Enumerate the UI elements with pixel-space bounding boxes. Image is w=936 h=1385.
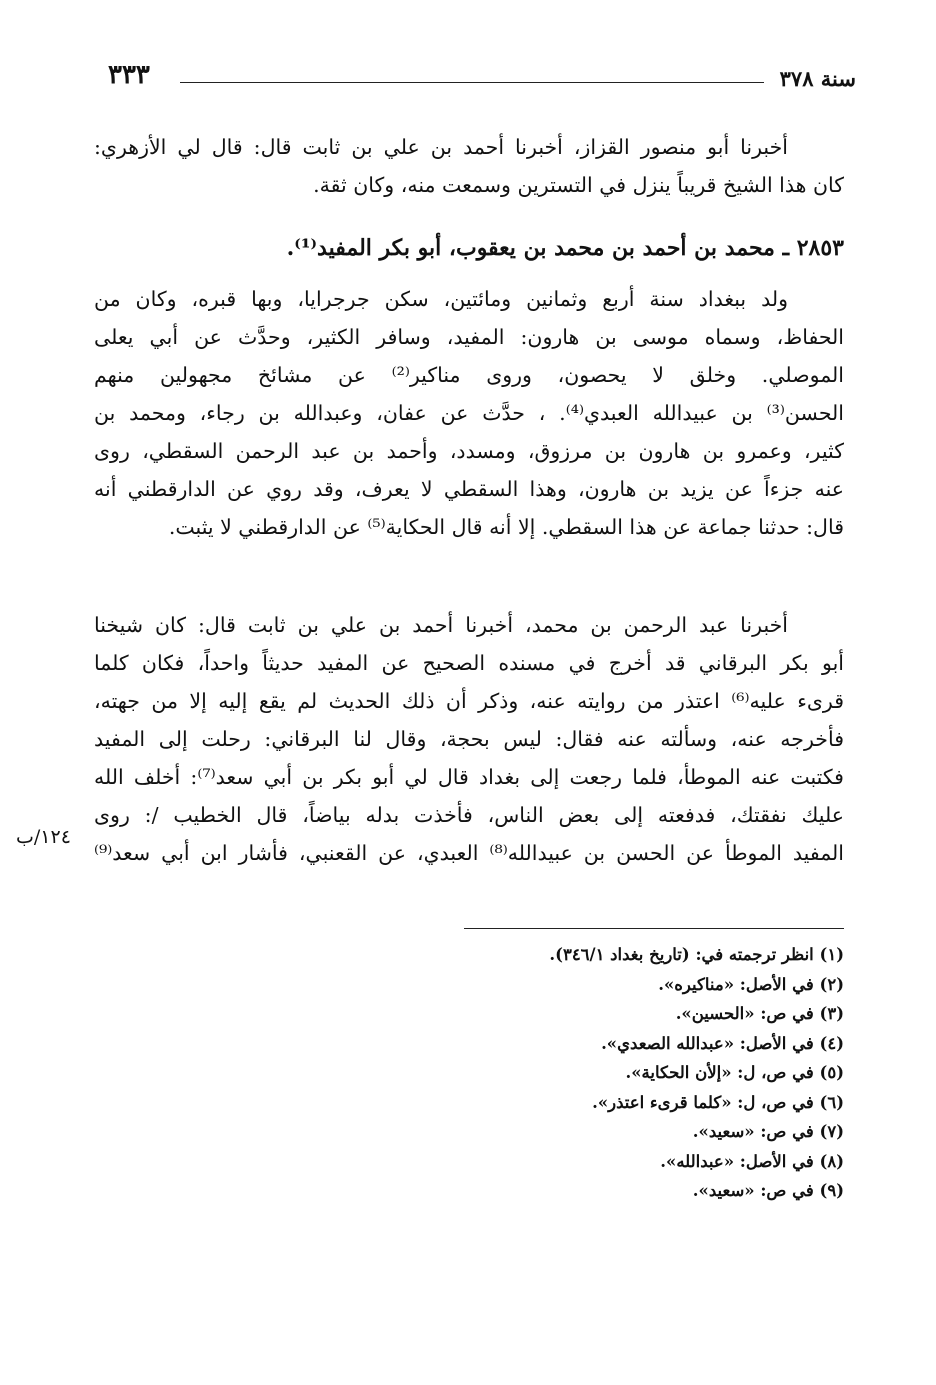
footnote: (٦) في ص، ل: «كلما قرىء اعتذر». (592, 1092, 844, 1112)
paragraph-barqani (94, 606, 844, 872)
header-rule (180, 82, 764, 83)
text-line: عنه جزءاً عن يزيد بن هارون، وهذا السقطي لا يعرف، وقد روي عن الدارقطني أنه (94, 477, 844, 501)
footnote: (٢) في الأصل: «مناكيره». (658, 974, 844, 994)
running-head-year: سنة ٣٧٨ (779, 66, 856, 91)
text-line: كثير، وعمرو بن هارون بن مرزوق، ومسدد، وأحمد بن عبد الرحمن السقطي، روى (94, 439, 844, 463)
text-line: قال: حدثنا جماعة عن هذا السقطي. إلا أنه قال الحكاية⁽⁵⁾ عن الدارقطني لا يثبت. (168, 515, 844, 539)
footnote: (٣) في ص: «الحسين». (675, 1004, 844, 1023)
text-line: الحسن⁽³⁾ بن عبيدالله العبدي⁽⁴⁾. ، حدَّث عن عفان، وعبدالله بن رجاء، ومحمد بن (94, 401, 844, 425)
footnote: (١) انظر ترجمته في: (تاريخ بغداد ٣٤٦/١). (549, 945, 844, 964)
footnotes (244, 940, 844, 1206)
manuscript-folio-marker: ١٢٤/ب (16, 826, 71, 848)
paragraph-azhari (94, 128, 844, 204)
text-line: ولد ببغداد سنة أربع وثمانين ومائتين، سكن جرجرايا، وبها قبره، وكان من (94, 287, 788, 311)
page-header (108, 62, 856, 98)
footnote-separator (464, 928, 844, 929)
footnote: (٤) في الأصل: «عبدالله الصعدي». (601, 1033, 844, 1053)
text-line: الحفاظ، وسماه موسى بن هارون: المفيد، وسافر الكثير، وحدَّث عن أبي يعلى (94, 325, 844, 349)
text-line: قرىء عليه⁽⁶⁾ اعتذر من روايته عنه، وذكر أن ذلك الحديث لم يقع إليه إلا من جهته، (94, 689, 844, 713)
paragraph-biography (94, 280, 844, 546)
text-line: أبو بكر البرقاني قد أخرج في مسنده الصحيح عن المفيد حديثاً واحداً، فكان كلما (94, 651, 844, 675)
page-number: ٣٣٣ (108, 60, 150, 90)
biography-heading: ٢٨٥٣ ـ محمد بن أحمد بن محمد بن يعقوب، أبو بكر المفيد⁽¹⁾. (286, 235, 844, 261)
text-line: فأخرجه عنه، وسألته عنه فقال: ليس بحجة، وقال لنا البرقاني: رحلت إلى المفيد (94, 727, 844, 751)
text-line: أخبرنا عبد الرحمن بن محمد، أخبرنا أحمد بن علي بن ثابت قال: كان شيخنا (94, 613, 788, 637)
footnote: (٥) في ص، ل: «إلأن الحكاية». (625, 1063, 844, 1082)
text-line: أخبرنا أبو منصور القزاز، أخبرنا أحمد بن علي بن ثابت قال: قال لي الأزهري: (94, 135, 788, 159)
text-line: عليك نفقتك، فدفعته إلى بعض الناس، فأخذت بدله بياضاً، قال الخطيب /: روى (94, 803, 844, 827)
text-line: فكتبت عنه الموطأ، فلما رجعت إلى بغداد قال لي أبو بكر بن أبي سعد⁽⁷⁾: أخلف الله (94, 765, 844, 789)
footnote: (٨) في الأصل: «عبدالله». (660, 1151, 844, 1171)
text-line: كان هذا الشيخ قريباً ينزل في التسترين وسمعت منه، وكان ثقة. (313, 173, 844, 197)
text-line: المفيد الموطأ عن الحسن بن عبيدالله⁽⁸⁾ العبدي، عن القعنبي، فأشار ابن أبي سعد⁽⁹⁾ (94, 841, 844, 865)
text-line: الموصلي. وخلق لا يحصون، وروى مناكير⁽²⁾ عن مشائخ مجهولين منهم (94, 363, 844, 387)
footnote: (٧) في ص: «سعيد». (692, 1122, 844, 1141)
footnote: (٩) في ص: «سعيد». (692, 1181, 844, 1200)
